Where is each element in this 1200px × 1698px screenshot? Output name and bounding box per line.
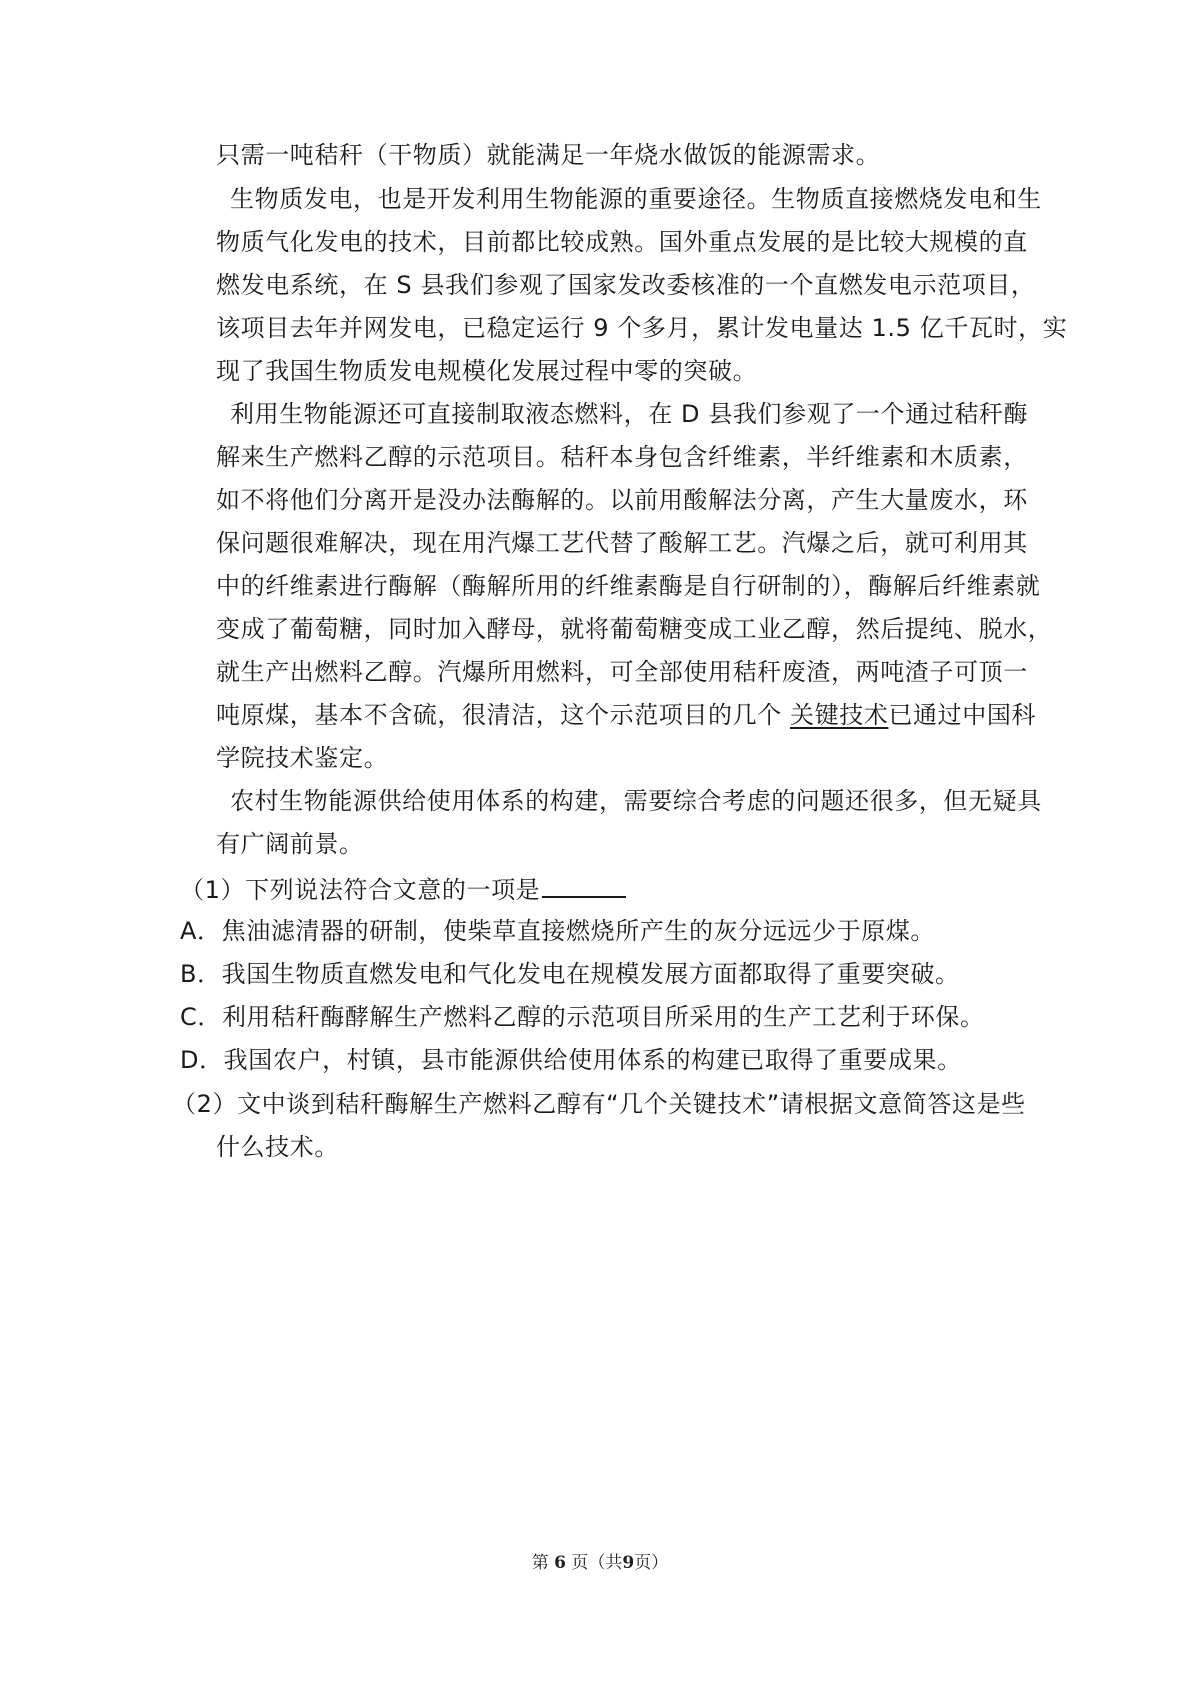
paragraph-line: 农村生物能源供给使用体系的构建，需要综合考虑的问题还很多，但无疑具 bbox=[230, 787, 1042, 815]
paragraph-line: 物质气化发电的技术，目前都比较成熟。国外重点发展的是比较大规模的直 bbox=[216, 228, 1028, 256]
option-b: B．我国生物质直燃发电和气化发电在规模发展方面都取得了重要突破。 bbox=[180, 960, 960, 988]
page-footer bbox=[0, 1548, 1200, 1573]
paragraph-line: 只需一吨秸秆（干物质）就能满足一年烧水做饭的能源需求。 bbox=[216, 141, 881, 169]
line-prefix: 吨原煤，基本不含硫，很清洁，这个示范项目的几个 bbox=[216, 701, 791, 729]
paragraph-line: 该项目去年并网发电，已稳定运行 9 个多月，累计发电量达 1.5 亿千瓦时，实 bbox=[216, 314, 1068, 342]
question-2-line: （2）文中谈到秸秆酶解生产燃料乙醇有“几个关键技术”请根据文意简答这是些 bbox=[172, 1090, 1026, 1118]
paragraph-line bbox=[216, 700, 1036, 730]
question-1-text: （1）下列说法符合文意的一项是 bbox=[180, 876, 541, 904]
paragraph-line: 就生产出燃料乙醇。汽爆所用燃料，可全部使用秸秆废渣，两吨渣子可顶一 bbox=[216, 658, 1028, 686]
line-suffix: 已通过中国科 bbox=[888, 701, 1037, 729]
footer-prefix: 第 bbox=[531, 1553, 549, 1573]
option-d: D．我国农户，村镇，县市能源供给使用体系的构建已取得了重要成果。 bbox=[180, 1046, 962, 1074]
question-1 bbox=[180, 872, 626, 905]
answer-blank[interactable] bbox=[542, 872, 626, 898]
underlined-term: 关键技术 bbox=[790, 701, 889, 729]
page-number: 6 bbox=[554, 1553, 566, 1573]
paragraph-line: 变成了葡萄糖，同时加入酵母，就将葡萄糖变成工业乙醇，然后提纯、脱水， bbox=[216, 615, 1053, 643]
paragraph-line: 学院技术鉴定。 bbox=[216, 744, 389, 772]
option-a: A．焦油滤清器的研制，使柴草直接燃烧所产生的灰分远远少于原煤。 bbox=[180, 917, 936, 945]
option-c: C．利用秸秆酶酵解生产燃料乙醇的示范项目所采用的生产工艺利于环保。 bbox=[180, 1003, 985, 1031]
paragraph-line: 燃发电系统，在 S 县我们参观了国家发改委核准的一个直燃发电示范项目， bbox=[216, 271, 1036, 299]
footer-suffix: 页） bbox=[634, 1553, 669, 1573]
paragraph-line: 生物质发电，也是开发利用生物能源的重要途径。生物质直接燃烧发电和生 bbox=[230, 185, 1042, 213]
paragraph-line: 中的纤维素进行酶解（酶解所用的纤维素酶是自行研制的），酶解后纤维素就 bbox=[216, 572, 1041, 600]
paragraph-line: 现了我国生物质发电规模化发展过程中零的突破。 bbox=[216, 357, 758, 385]
question-2-line: 什么技术。 bbox=[216, 1133, 339, 1161]
paragraph-line: 利用生物能源还可直接制取液态燃料，在 D 县我们参观了一个通过秸秆酶 bbox=[230, 400, 1029, 428]
paragraph-line: 如不将他们分离开是没办法酶解的。以前用酸解法分离，产生大量废水，环 bbox=[216, 486, 1028, 514]
total-pages: 9 bbox=[622, 1553, 635, 1573]
paragraph-line: 保问题很难解决，现在用汽爆工艺代替了酸解工艺。汽爆之后，就可利用其 bbox=[216, 529, 1028, 557]
footer-middle: 页（共 bbox=[571, 1553, 623, 1573]
paragraph-line: 有广阔前景。 bbox=[216, 830, 364, 858]
paragraph-line: 解来生产燃料乙醇的示范项目。秸秆本身包含纤维素，半纤维素和木质素， bbox=[216, 443, 1028, 471]
